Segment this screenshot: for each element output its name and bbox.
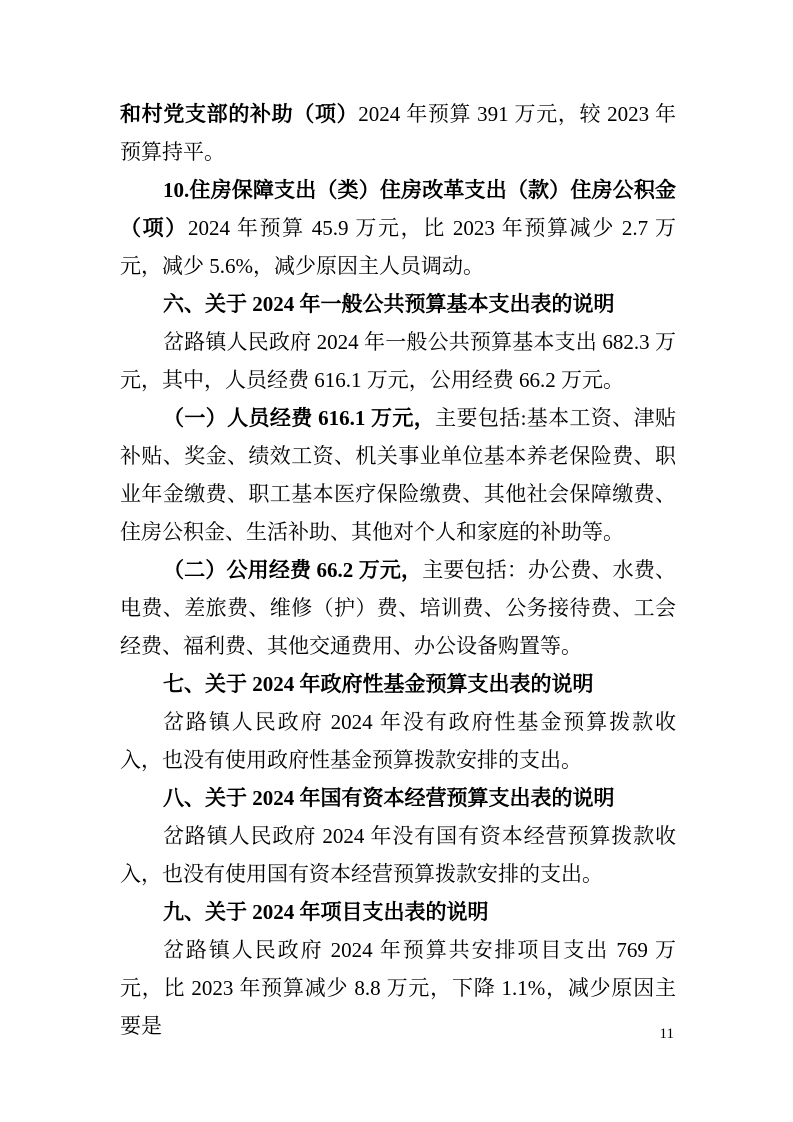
bold-text-run: 六、关于 2024 年一般公共预算基本支出表的说明 [163, 292, 615, 316]
bold-text-run: 10.住房保障支出（类）住房改革支出（款）住房公积金（项） [120, 178, 676, 240]
section-heading [120, 285, 676, 323]
paragraph [120, 931, 676, 1045]
text-run: 2024 年预算 391 万元，较 2023 年预算持平。 [120, 102, 677, 164]
paragraph [120, 171, 676, 285]
text-run: 2024 年预算 45.9 万元，比 2023 年预算减少 2.7 万元，减少 5.6%，减少原因主人员调动。 [120, 216, 677, 278]
paragraph [120, 399, 676, 551]
text-run: 岔路镇人民政府 2024 年预算共安排项目支出 769 万元，比 2023 年预算减少 8.8 万元，下降 1.1%，减少原因主要是 [120, 938, 676, 1038]
bold-text-run: 九、关于 2024 年项目支出表的说明 [163, 900, 489, 924]
paragraph [120, 703, 676, 779]
bold-text-run: （二）公用经费 66.2 万元， [163, 558, 423, 582]
section-heading [120, 779, 676, 817]
paragraph [120, 95, 676, 171]
text-run: 主要包括:基本工资、津贴补贴、奖金、绩效工资、机关事业单位基本养老保险费、职业年金缴费、职工基本医疗保险缴费、其他社会保障缴费、住房公积金、生活补助、其他对个人和家庭的补助等。 [120, 406, 676, 544]
text-run: 岔路镇人民政府 2024 年一般公共预算基本支出 682.3 万元，其中，人员经费 616.1 万元，公用经费 66.2 万元。 [120, 330, 676, 392]
page-number: 11 [659, 1026, 674, 1042]
paragraph [120, 817, 676, 893]
section-heading [120, 893, 676, 931]
bold-text-run: 和村党支部的补助（项） [120, 102, 359, 126]
document-body [120, 95, 676, 1045]
section-heading [120, 665, 676, 703]
paragraph [120, 551, 676, 665]
bold-text-run: （一）人员经费 616.1 万元， [163, 406, 436, 430]
paragraph [120, 323, 676, 399]
text-run: 岔路镇人民政府 2024 年没有政府性基金预算拨款收入，也没有使用政府性基金预算拨款安排的支出。 [120, 710, 676, 772]
bold-text-run: 七、关于 2024 年政府性基金预算支出表的说明 [163, 672, 594, 696]
text-run: 主要包括：办公费、水费、电费、差旅费、维修（护）费、培训费、公务接待费、工会经费、福利费、其他交通费用、办公设备购置等。 [120, 558, 677, 658]
bold-text-run: 八、关于 2024 年国有资本经营预算支出表的说明 [163, 786, 615, 810]
text-run: 岔路镇人民政府 2024 年没有国有资本经营预算拨款收入，也没有使用国有资本经营预算拨款安排的支出。 [120, 824, 676, 886]
